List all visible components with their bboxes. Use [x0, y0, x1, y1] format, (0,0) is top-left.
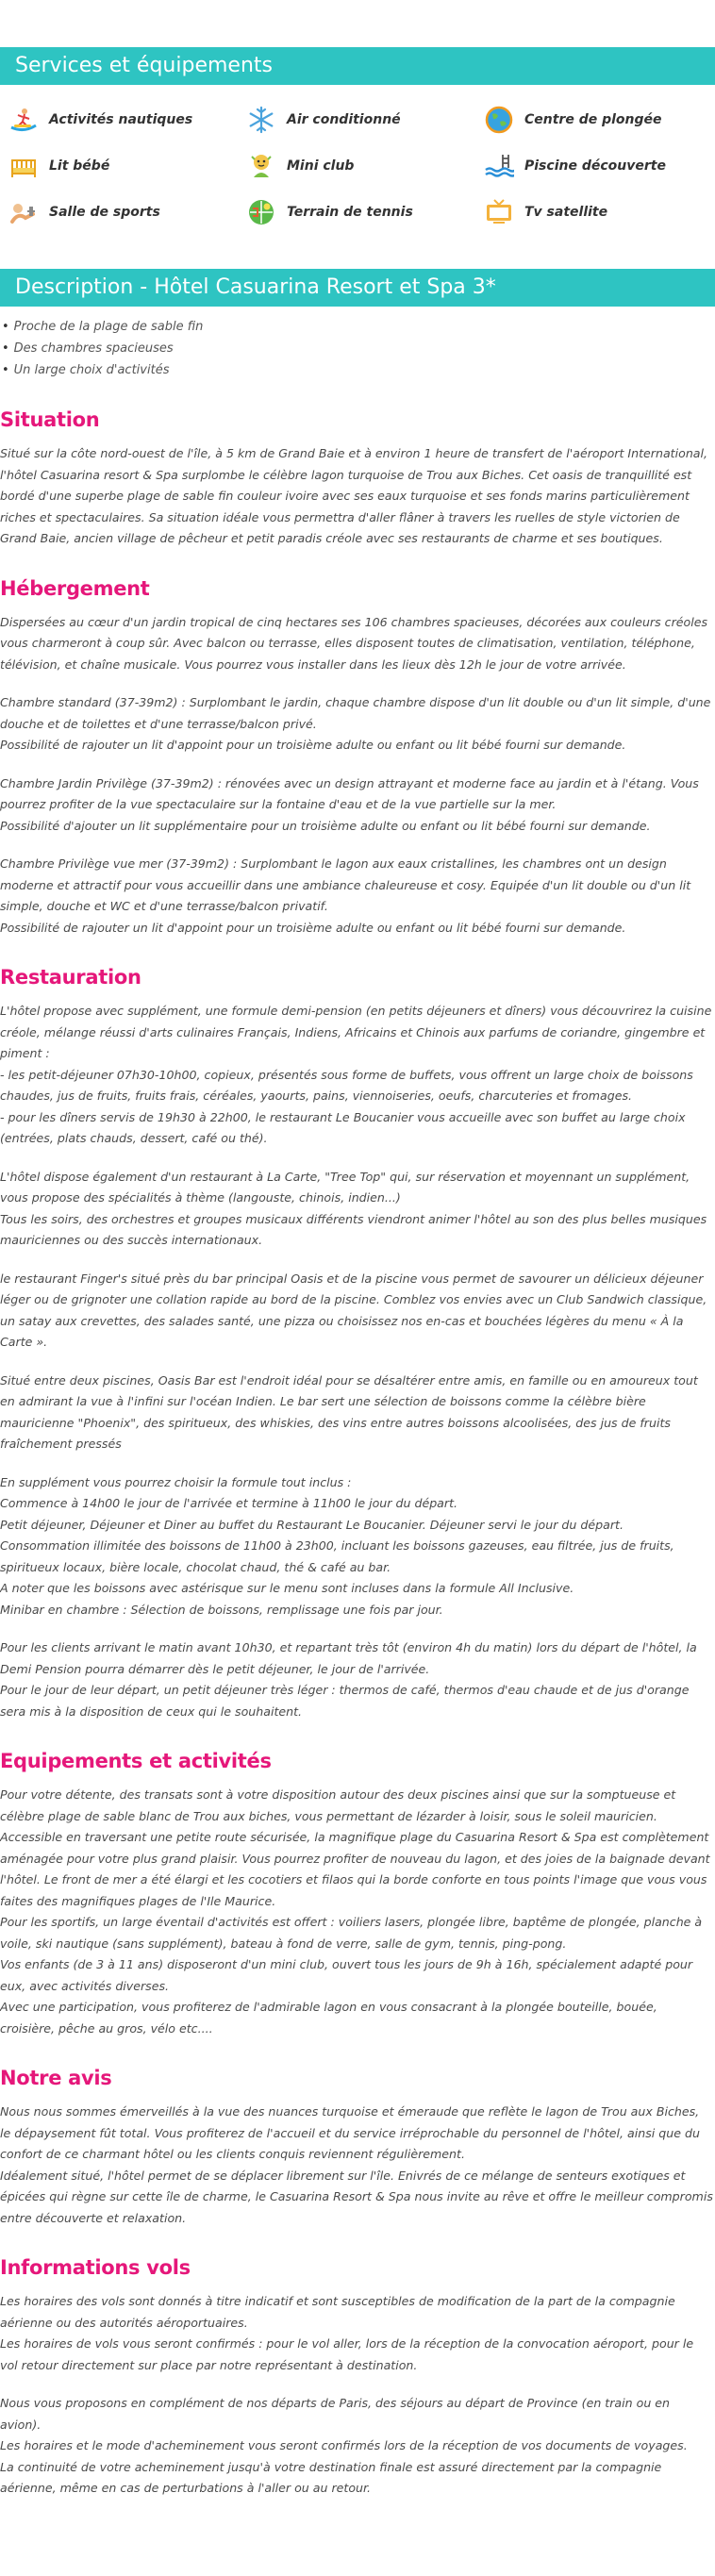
service-label: Tv satellite [524, 204, 608, 220]
snowflake-icon [245, 104, 277, 136]
room-garden-privilege-text: Chambre Jardin Privilège (37-39m2) : rénovées avec un design attrayant et moderne face au jardin et à l'étang. Vous pourrez profiter de la vue spectaculaire sur la fontaine d'eau et de la vue partielle sur la mer. Possibilité d'ajouter un lit supplémentaire pour un troisième adulte ou enfant ou lit bébé fourni sur demande. [0, 775, 699, 833]
gym-weight-icon [8, 196, 40, 228]
restauration-half-board-text: L'hôtel propose avec supplément, une formule demi-pension (en petits déjeuners et dîners) vous découvrirez la cuisine créole, mélange réussi d'arts culinaires Français, Indiens, Africains et Chinois aux parfums de coriandre, gingembre et piment : - les petit-déjeuner 07h30-10h00, copieux, présentés sous forme de buffets, vous offrent un large choix de boissons chaudes, jus de fruits, fruits frais, céréales, yaourts, pains, viennoiseries, oeufs, charcuteries et fromages. - pour les dîners servis de 19h30 à 22h00, le restaurant Le Boucanier vous accueille avec son buffet au large choix (entrées, plats chauds, dessert, café ou thé). [0, 1004, 712, 1145]
situation-title: Situation [0, 408, 100, 431]
hebergement-title: Hébergement [0, 576, 150, 600]
equipements-text: Pour votre détente, des transats sont à votre disposition autour des deux piscines ainsi que sur la somptueuse et célèbre plage de sable blanc de Trou aux biches, vous permettant de lézarder à loisir, sous le soleil mauricien. Accessible en traversant une petite route sécurisée, la magnifique plage du Casuarina Resort & Spa est complètement aménagée pour votre plus grand plaisir. Vous pourrez profiter de nouveau du lagon, et des joies de la baignade devant l'hôtel. Le front de mer a été élargi et les cocotiers et filaos qui la borde conforte en tous points l'image que vous vous faites des magnifiques plages de l'Ile Maurice. Pour les sportifs, un large éventail d'activités est offert : voiliers lasers, plongée libre, baptême de plongée, planche à voile, ski nautique (sans supplément), bateau à fond de verre, salle de gym, tennis, ping-pong. Vos enfants (de 3 à 11 ans) disposeront d'un mini club, ouvert tous les jours de 9h à 16h, spécialement adapté pour eux, avec activités diverses. Avec une participation, vous profiterez de l'admirable lagon en vous consacrant à la plongée bouteille, bouée, croisière, pêche au gros, vélo etc.... [0, 1787, 710, 2036]
spacer [0, 2376, 715, 2393]
service-label: Lit bébé [49, 158, 110, 174]
service-label: Mini club [287, 158, 355, 174]
service-label: Air conditionné [287, 111, 401, 127]
service-tennis [245, 189, 483, 235]
room-seaview-privilege-text: Chambre Privilège vue mer (37-39m2) : Surplombant le lagon aux eaux cristallines, les chambres ont un design moderne et attractif pour vous accueillir dans une ambiance chaleureuse et cosy. Equipée d'un lit double ou d'un lit simple, douche et WC et d'une terrasse/balcon privatif. Possibilité de rajouter un lit d'appoint pour un troisième adulte ou enfant ou lit bébé fourni sur demande. [0, 856, 691, 935]
service-water-sports [8, 96, 245, 142]
pool-icon [483, 150, 515, 182]
list-item: • Un large choix d'activités [2, 359, 715, 381]
tv-icon [483, 196, 515, 228]
service-label: Terrain de tennis [287, 204, 413, 220]
service-mini-club [245, 142, 483, 189]
vols-title: Informations vols [0, 2256, 191, 2279]
service-label: Piscine découverte [524, 158, 666, 174]
restauration-fingers-text: le restaurant Finger's situé près du bar principal Oasis et de la piscine vous permet de savourer un délicieux déjeuner léger ou de grignoter une collation rapide au bord de la piscine. Comblez vos envies avec un Club Sandwich classique, un satay aux crevettes, des salades santé, une pizza ou choisissez nos en-cas et bouchées légères du menu « À la Carte ». [0, 1271, 707, 1349]
service-satellite-tv [483, 189, 715, 235]
hotel-page [0, 47, 715, 2511]
vols-schedule-text: Les horaires des vols sont donnés à titre indicatif et sont susceptibles de modification de la part de la compagnie aérienne ou des autorités aéroportuaires. Les horaires de vols vous seront confirmés : pour le vol aller, lors de la réception de la convocation aéroport, pour le vol retour directement sur place par notre représentant à destination. [0, 2294, 694, 2372]
service-air-conditioning [245, 96, 483, 142]
service-outdoor-pool [483, 142, 715, 189]
service-label: Activités nautiques [49, 111, 193, 127]
hebergement-intro: Dispersées au cœur d'un jardin tropical de cinq hectares ses 106 chambres spacieuses, décorées aux couleurs créoles vous charmeront à coup sûr. Avec balcon ou terrasse, elles disposent toutes de climatisation, ventilation, téléphone, télévision, et chaîne musicale. Vous pourrez vous installer dans les lieux dès 12h le jour de votre arrivée. [0, 614, 708, 672]
avis-text: Nous nous sommes émerveillés à la vue des nuances turquoise et émeraude que reflète le lagon de Trou aux Biches, le dépaysement fût total. Vous profiterez de l'accueil et du service irréprochable du personnel de l'hôtel, ainsi que du confort de ce charmant hôtel ou les clients conquis reviennent régulièrement. Idéalement situé, l'hôtel permet de se déplacer librement sur l'île. Enivrés de ce mélange de senteurs exotiques et épicées qui règne sur cette île de charme, le Casuarina Resort & Spa nous invite au rêve et offre le meilleur compromis entre découverte et relaxation. [0, 2104, 713, 2225]
room-standard-text: Chambre standard (37-39m2) : Surplombant le jardin, chaque chambre dispose d'un lit double ou d'un lit simple, d'une douche et de toilettes et d'une terrasse/balcon privé. Possibilité de rajouter un lit d'appoint pour un troisième adulte ou enfant ou lit bébé fourni sur demande. [0, 695, 711, 752]
tennis-court-icon [245, 196, 277, 228]
restauration-early-arrival-text: Pour les clients arrivant le matin avant 10h30, et repartant très tôt (environ 4h du matin) lors du départ de l'hôtel, la Demi Pension pourra démarrer dès le petit déjeuner, le jour de l'arrivée. Pour le jour de leur départ, un petit déjeuner très léger : thermos de café, thermos d'eau chaude et de jus d'orange sera mis à la disposition de ceux qui le souhaitent. [0, 1640, 697, 1719]
service-gym [8, 189, 245, 235]
restauration-title: Restauration [0, 966, 141, 989]
service-baby-cot [8, 142, 245, 189]
services-grid [0, 85, 715, 235]
description-header: Description - Hôtel Casuarina Resort et Spa 3* [0, 269, 715, 307]
restauration-a-la-carte-text: L'hôtel dispose également d'un restaurant à La Carte, "Tree Top" qui, sur réservation et moyennant un supplément, vous propose des spécialités à thème (langouste, chinois, indien...) Tous les soirs, des orchestres et groupes musicaux différents viendront animer l'hôtel au son des plus belles musiques mauriciennes ou des succès internationaux. [0, 1169, 707, 1247]
service-label: Centre de plongée [524, 111, 662, 127]
kids-club-icon [245, 150, 277, 182]
list-item: • Proche de la plage de sable fin [2, 316, 715, 338]
surfer-icon [8, 104, 40, 136]
restauration-oasis-bar-text: Situé entre deux piscines, Oasis Bar est l'endroit idéal pour se désaltérer entre amis, en famille ou en amoureux tout en admirant la vue à l'infini sur l'océan Indien. Le bar sert une sélection de boissons comme la célèbre bière mauricienne "Phoenix", des spiritueux, des whiskies, des vins entre autres boissons alcoolisées, des jus de fruits fraîchement pressés [0, 1372, 698, 1451]
vols-province-text: Nous vous proposons en complément de nos départs de Paris, des séjours au départ de Province (en train ou en avion). Les horaires et le mode d'acheminement vous seront confirmés lors de la réception de vos documents de voyages. La continuité de votre acheminement jusqu'à votre destination finale est assuré directement par la compagnie aérienne, même en cas de perturbations à l'aller ou au retour. [0, 2396, 688, 2495]
restauration-all-inclusive-text: En supplément vous pourrez choisir la formule tout inclus : Commence à 14h00 le jour de l'arrivée et termine à 11h00 le jour du départ. Petit déjeuner, Déjeuner et Diner au buffet du Restaurant Le Boucanier. Déjeuner servi le jour du départ. Consommation illimitée des boissons de 11h00 à 23h00, incluant les boissons gazeuses, eau filtrée, jus de fruits, spiritueux locaux, bière locale, chocolat chaud, thé & café au bar. A noter que les boissons avec astérisque sur le menu sont incluses dans la formule All Inclusive. Minibar en chambre : Sélection de boissons, remplissage une fois par jour. [0, 1474, 674, 1617]
diving-globe-icon [483, 104, 515, 136]
service-label: Salle de sports [49, 204, 160, 220]
equipements-title: Equipements et activités [0, 1750, 272, 1772]
baby-crib-icon [8, 150, 40, 182]
list-item: • Des chambres spacieuses [2, 338, 715, 359]
situation-text: Situé sur la côte nord-ouest de l'île, à 5 km de Grand Baie et à environ 1 heure de transfert de l'aéroport International, l'hôtel Casuarina resort & Spa surplombe le célèbre lagon turquoise de Trou aux Biches. Cet oasis de tranquillité est bordé d'une superbe plage de sable fin couleur ivoire avec ses eaux turquoise et ses fonds marins particulièrement riches et spectaculaires. Sa situation idéale vous permettra d'aller flâner à travers les ruelles de style victorien de Grand Baie, ancien village de pêcheur et petit paradis créole avec ses restaurants de charme et ses boutiques. [0, 446, 708, 545]
highlights-list [0, 307, 715, 381]
services-header: Services et équipements [0, 47, 715, 85]
avis-title: Notre avis [0, 2067, 112, 2089]
service-diving-center [483, 96, 715, 142]
